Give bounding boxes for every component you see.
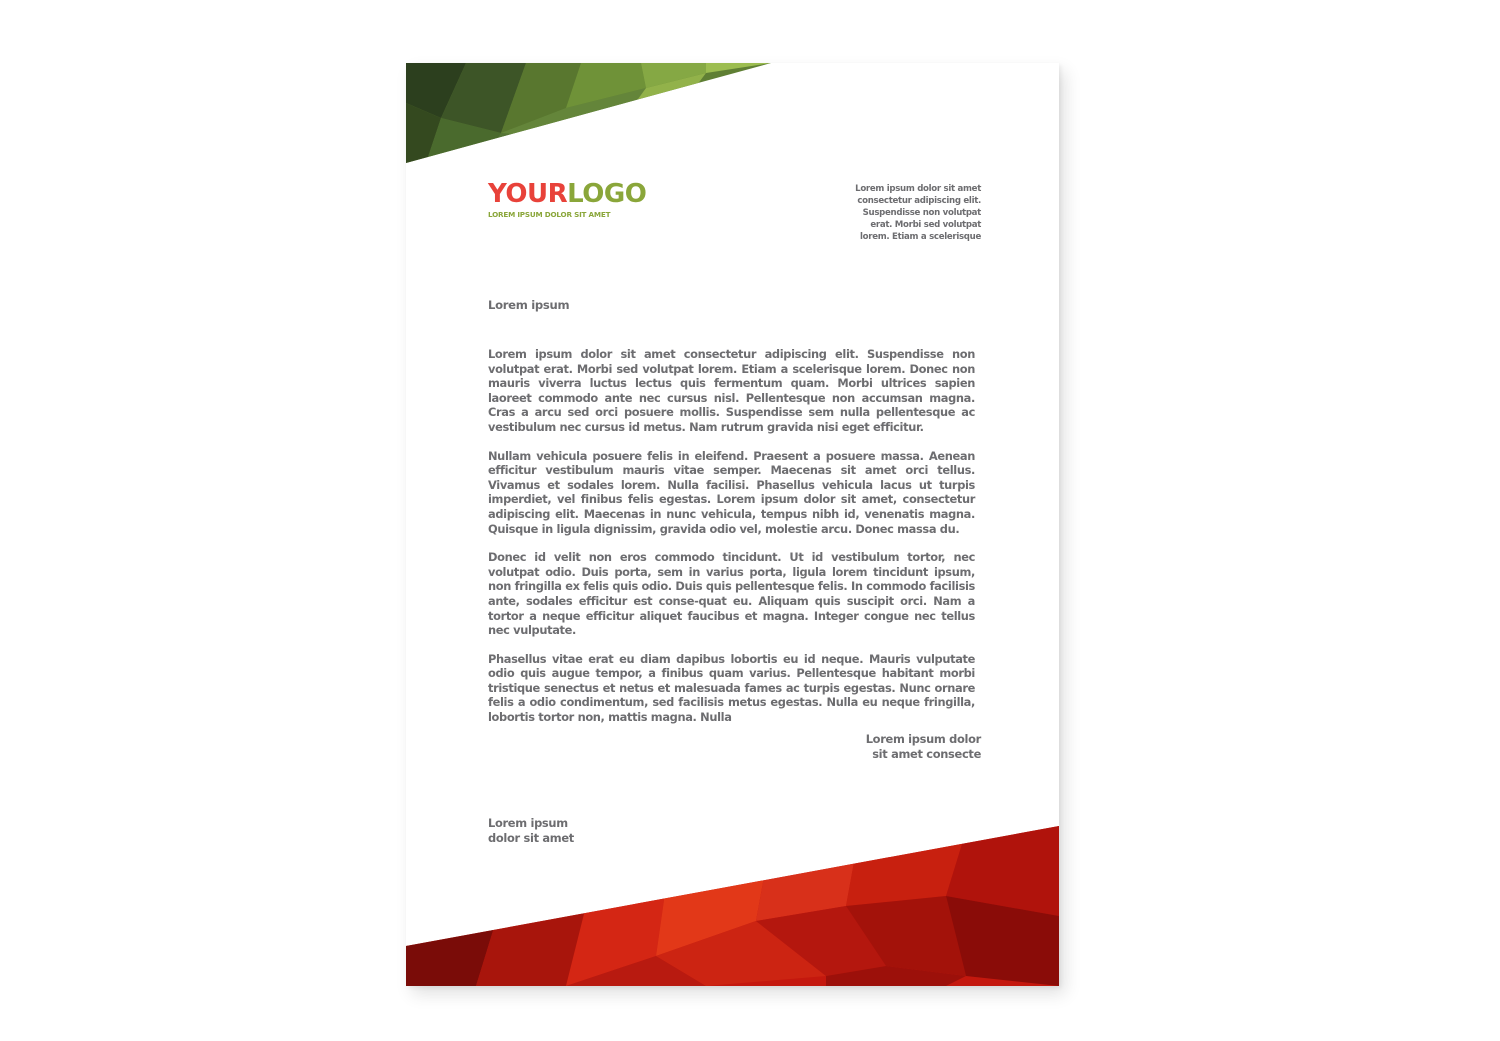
closing-line: sit amet consecte: [872, 746, 981, 761]
address-line: Suspendisse non volutpat: [862, 208, 981, 218]
logo-text-your: YOUR: [488, 179, 568, 209]
signature-line: Lorem ipsum: [488, 816, 568, 830]
address-line: lorem. Etiam a scelerisque: [860, 232, 981, 242]
body-paragraph: Phasellus vitae erat eu diam dapibus lobortis eu id neque. Mauris vulputate odio quis augue tempor, a finibus quam varius. Pellentesque habitant morbi tristique senectus et netus et malesuada fames ac turpis egestas. Nunc ornare felis a odio condimentum, sed facilisis metus egestas. Nulla eu neque fringilla, lobortis tortor non, mattis magna. Nulla: [488, 651, 975, 725]
letterhead-page: [406, 63, 1059, 986]
signature-block: [488, 816, 688, 845]
address-line: consectetur adipiscing elit.: [857, 196, 981, 206]
footer-polygon-decoration: [406, 826, 1059, 986]
address-line: erat. Morbi sed volutpat: [870, 220, 981, 230]
logo-text-logo: LOGO: [567, 179, 647, 209]
letter-body: [488, 347, 975, 739]
closing-line: Lorem ipsum dolor: [865, 732, 981, 746]
header-polygon-decoration: [406, 63, 771, 163]
signature-line: dolor sit amet: [488, 830, 574, 845]
company-logo: [488, 181, 646, 207]
body-paragraph: Nullam vehicula posuere felis in eleifend. Praesent a posuere massa. Aenean efficitur vestibulum mauris vitae semper. Maecenas sit amet orci tellus. Vivamus et sodales lorem. Nulla facilisi. Phasellus vehicula lacus ut turpis imperdiet, vel finibus felis egestas. Lorem ipsum dolor sit amet, consectetur adipiscing elit. Maecenas in nunc vehicula, tempus nibh id, venenatis magna. Quisque in ligula dignissim, gravida odio vel, molestie arcu. Donec massa du.: [488, 448, 975, 536]
closing-text: [811, 732, 981, 761]
body-paragraph: Donec id velit non eros commodo tincidunt. Ut id vestibulum tortor, nec volutpat odio. Duis porta, sem in varius porta, ligula lorem tincidunt ipsum, non fringilla ex felis quis odio. Duis quis pellentesque felis. In commodo facilisis ante, sodales efficitur est conse-quat eu. Aliquam quis suscipit orci. Nam a tortor a neque efficitur aliquet faucibus et magna. Integer congue nec tellus nec vulputate.: [488, 550, 975, 638]
logo-tagline: LOREM IPSUM DOLOR SIT AMET: [488, 210, 611, 219]
salutation: Lorem ipsum: [488, 298, 570, 312]
body-paragraph: Lorem ipsum dolor sit amet consectetur adipiscing elit. Suspendisse non volutpat erat. Morbi sed volutpat lorem. Etiam a scelerisque lorem. Donec non mauris viverra luctus lectus quis fermentum quam. Morbi ultrices sapien laoreet commodo ante nec cursus nisl. Pellentesque non accumsan magna. Cras a arcu sed orci posuere mollis. Suspendisse sem nulla pellentesque ac vestibulum nec cursus id metus. Nam rutrum gravida nisi eget efficitur.: [488, 347, 975, 434]
company-address: [821, 183, 981, 243]
address-line: Lorem ipsum dolor sit amet: [855, 184, 981, 194]
